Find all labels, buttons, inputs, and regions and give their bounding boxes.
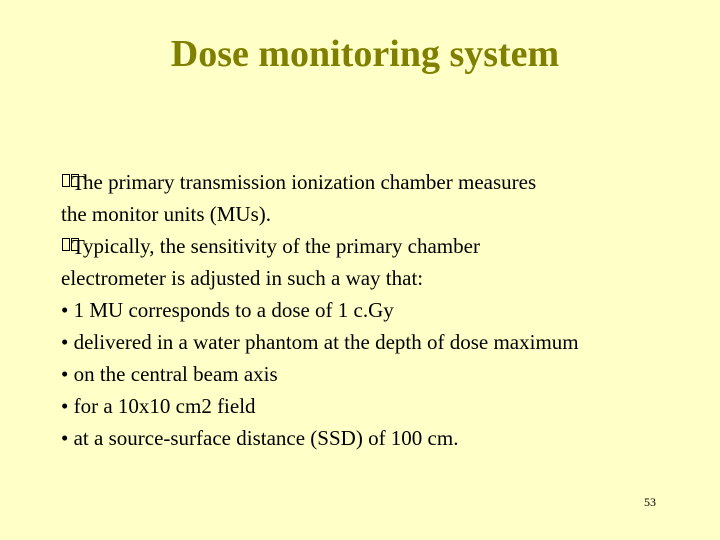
bullet-item: • delivered in a water phantom at the depth of dose maximum xyxy=(61,330,579,354)
slide-title: Dose monitoring system xyxy=(170,33,560,75)
paragraph-2-line-2: electrometer is adjusted in such a way that: xyxy=(61,266,424,290)
missing-glyph-icon xyxy=(61,235,83,257)
page-number: 53 xyxy=(644,495,656,509)
glyph-letter: T xyxy=(72,235,85,259)
bullet-item: • for a 10x10 cm2 field xyxy=(61,394,256,418)
bullet-item: • on the central beam axis xyxy=(61,362,278,386)
bullet-item: • at a source-surface distance (SSD) of 100 cm. xyxy=(61,426,459,450)
slide-body xyxy=(61,166,701,454)
paragraph-2-text: ypically, the sensitivity of the primary chamber xyxy=(83,234,480,258)
paragraph-1-line-2: the monitor units (MUs). xyxy=(61,202,271,226)
paragraph-1-text: he primary transmission ionization chamber measures xyxy=(83,170,537,194)
paragraph-2-line-1 xyxy=(61,230,701,262)
paragraph-1-line-1 xyxy=(61,166,701,198)
missing-glyph-icon xyxy=(61,171,83,193)
glyph-letter: T xyxy=(72,171,85,195)
bullet-item: • 1 MU corresponds to a dose of 1 c.Gy xyxy=(61,298,394,322)
